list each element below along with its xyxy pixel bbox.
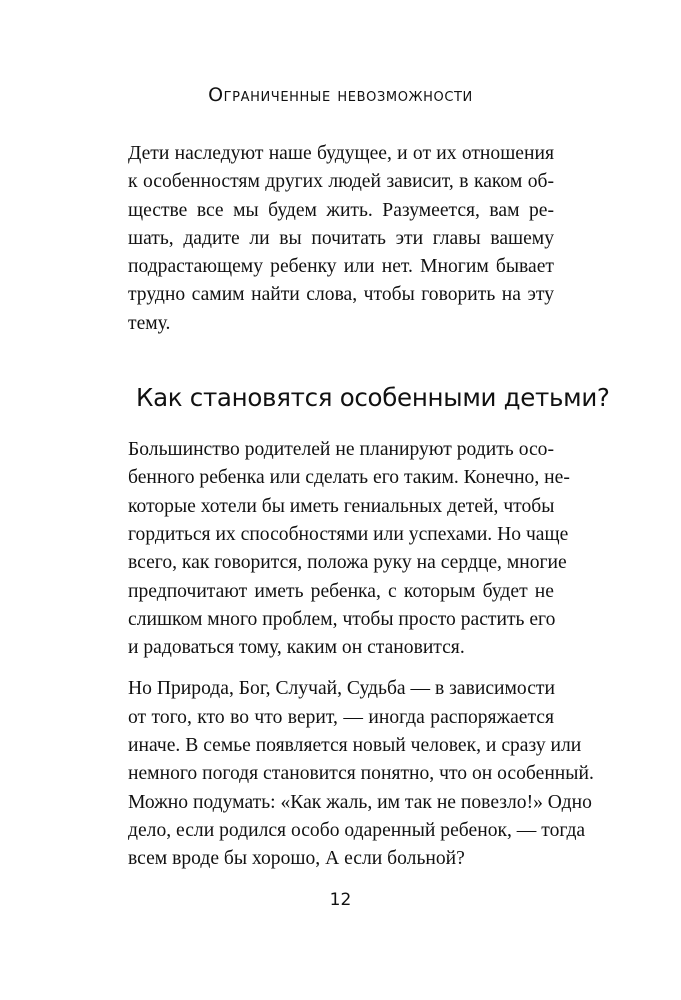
paragraph-1 (128, 140, 554, 338)
page-content (128, 140, 610, 874)
text-line: от того, кто во что верит, — иногда распоряжается (128, 706, 554, 728)
text-line: иначе. В семье появляется новый человек, и сразу или (128, 735, 582, 757)
section-heading: Как становятся особенными детьми? (136, 383, 610, 413)
text-line: подрастающему ребенку или нет. Многим бывает (128, 256, 554, 278)
text-line: дело, если родился особо одаренный ребенок, — тогда (128, 819, 586, 841)
text-line: шать, дадите ли вы почитать эти главы вашему (128, 227, 554, 249)
page-number: 12 (329, 890, 352, 910)
text-line: Дети наследуют наше будущее, и от их отношения (128, 143, 554, 164)
paragraph-2 (128, 436, 570, 662)
text-line: тему. (128, 312, 171, 334)
paragraph-3 (128, 675, 594, 873)
text-line: слишком много проблем, чтобы просто растить его (128, 608, 556, 630)
text-line: которые хотели бы иметь гениальных детей, чтобы (128, 495, 555, 517)
text-line: всего, как говорится, положа руку на сердце, многие (128, 552, 567, 574)
text-line: Но Природа, Бог, Случай, Судьба — в зависимости (128, 678, 555, 700)
text-line: всем вроде бы хорошо, А если больной? (128, 848, 465, 870)
text-line: ществе все мы будем жить. Разумеется, вам ре- (128, 199, 554, 221)
text-line: предпочитают иметь ребенка, с которым будет не (128, 580, 554, 602)
text-line: гордиться их способностями или успехами. Но чаще (128, 523, 569, 545)
running-head: Ограниченные невозможности (208, 84, 473, 106)
text-line: бенного ребенка или сделать его таким. Конечно, не- (128, 467, 570, 489)
text-line: к особенностям других людей зависит, в каком об- (128, 171, 554, 193)
text-line: и радоваться тому, каким он становится. (128, 637, 465, 659)
text-line: немного погодя становится понятно, что он особенный. (128, 763, 594, 785)
text-line: Можно подумать: «Как жаль, им так не повезло!» Одно (128, 791, 592, 813)
text-line: трудно самим найти слова, чтобы говорить на эту (128, 284, 554, 306)
text-line: Большинство родителей не планируют родить осо- (128, 439, 554, 461)
